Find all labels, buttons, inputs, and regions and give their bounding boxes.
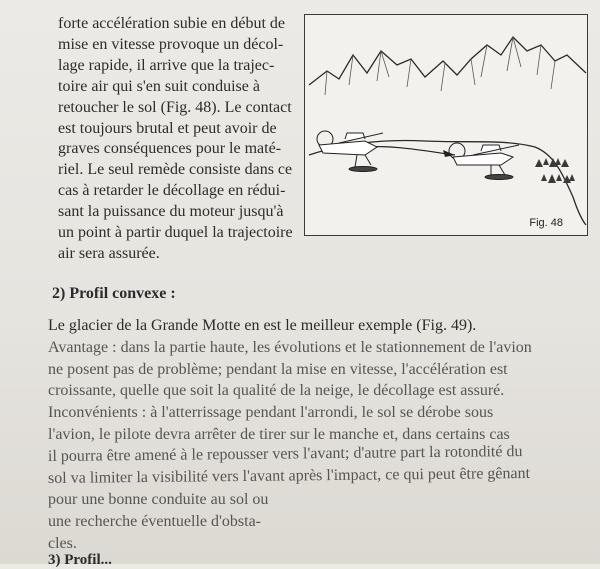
airplane-takeoff <box>317 131 383 172</box>
trajectory-line <box>365 147 455 155</box>
body-line: sol va limiter la visibilité vers l'avant après l'impact, ce qui peut être gênant <box>47 464 531 487</box>
body-line: Inconvénients : à l'atterrissage pendant l'arrondi, le sol se dérobe sous <box>48 404 494 422</box>
mountain-ridge <box>309 37 586 85</box>
column-line: cas à retarder le décollage en rédui- <box>58 182 286 200</box>
column-line: lage rapide, il arrive que la trajec- <box>58 56 275 74</box>
body-line: Le glacier de la Grande Motte en est le meilleur exemple (Fig. 49). <box>48 317 477 334</box>
body-line: cles. <box>48 534 77 552</box>
column-line: forte accélération subie en début de <box>58 15 285 32</box>
figure-48 <box>304 14 588 236</box>
body-line: une recherche éventuelle d'obsta- <box>48 513 261 531</box>
paragraph-column <box>58 14 298 265</box>
column-line: air sera assurée. <box>58 244 160 262</box>
column-line: toire air qui s'en suit conduise à <box>58 77 260 95</box>
body-line: croissante, quelle que soit la qualité de la neige, le décollage est assuré. <box>48 382 505 400</box>
trees <box>535 158 575 183</box>
column-line: retoucher le sol (Fig. 48). Le contact <box>58 98 292 116</box>
next-section-heading: 3) Profil... <box>48 552 112 568</box>
column-line: graves conséquences pour le maté- <box>58 140 282 158</box>
body-line: l'avion, le pilote devra arrêter de tirer sur le manche et, dans certains cas <box>48 425 510 443</box>
mountain-shading <box>325 37 555 95</box>
column-line: un point à partir duquel la trajectoire <box>58 224 293 242</box>
column-line: mise en vitesse provoque un décol- <box>58 35 284 53</box>
mountain-takeoff-illustration <box>305 15 587 235</box>
airplane-landing <box>449 143 519 180</box>
figure-caption: Fig. 48 <box>529 217 563 229</box>
column-line: est toujours brutal et peut avoir de <box>58 119 277 137</box>
body-line: pour une bonne conduite au sol ou <box>48 491 269 509</box>
body-text <box>48 315 583 555</box>
body-line: il pourra être amené à le repousser vers l'avant; d'autre part la rotondité du <box>47 442 523 465</box>
body-line: ne posent pas de problème; pendant la mise en vitesse, l'accélération est <box>48 360 508 378</box>
section-heading: 2) Profil convexe : <box>52 285 176 302</box>
column-line: riel. Le seul remède consiste dans ce <box>58 161 293 179</box>
column-line: sant la puissance du moteur jusqu'à <box>58 203 284 221</box>
body-line: Avantage : dans la partie haute, les évolutions et le stationnement de l'avion <box>48 338 532 356</box>
